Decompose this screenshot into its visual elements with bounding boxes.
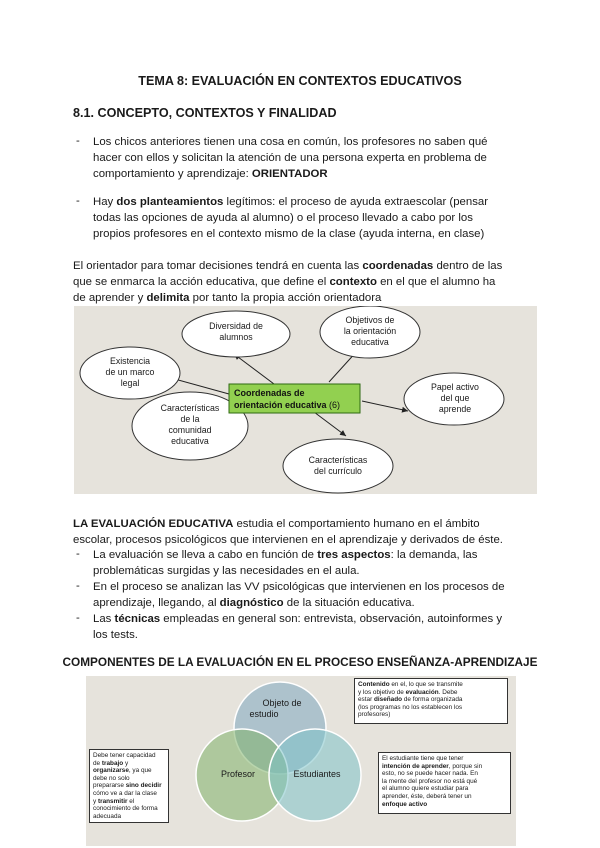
bullet-orientador: Los chicos anteriores tienen una cosa en común, los profesores no saben qué hacer con ellos y solicitan la atención de una persona experta en problema de comportamiento y aprendizaje: ORIENTADOR	[93, 136, 488, 180]
bullet-dash: -	[76, 612, 80, 624]
node-text: la orientación	[343, 326, 397, 336]
bullet-diagnostico: En el proceso se analizan las VV psicológicas que intervienen en los procesos de aprendizaje, llegando, al diagnóstico de la situación educativa.	[93, 581, 505, 609]
node-text: Objetivos de	[345, 315, 395, 325]
coordinates-diagram	[74, 306, 537, 494]
node-text: Papel activo	[431, 382, 479, 392]
node-text: educativa	[351, 337, 389, 347]
center-text: orientación educativa (6)	[234, 400, 341, 410]
box-profesor: Debe tener capacidad de trabajo y organizarse, ya que debe no solo prepararse sino decidir cómo ve a dar la clase y transmitir el conocimiento de forma adecuada	[89, 749, 169, 823]
bullet-planteamientos: Hay dos planteamientos legítimos: el proceso de ayuda extraescolar (pensar todas las opciones de ayuda al alumno) o el proceso llevado a cabo por los propios profesores en el contexto mismo de la clase (ayuda interna, en clase)	[93, 196, 489, 240]
node-text: Existencia	[109, 356, 151, 366]
bullet-dash: -	[76, 135, 80, 147]
node-text: de un marco	[105, 367, 155, 377]
objeto-label: Objeto de	[262, 698, 302, 708]
node-text: legal	[120, 378, 140, 388]
node-text: de la	[180, 414, 200, 424]
bullet-dash: -	[76, 195, 80, 207]
node-text: del currículo	[314, 466, 362, 476]
node-text: Características	[308, 455, 368, 465]
orientador-paragraph: El orientador para tomar decisiones tendrá en cuenta las coordenadas dentro de las que se enmarca la acción educativa, que define el contexto en el que el alumno ha de aprender y delimita por tanto la propia acción orientadora	[73, 260, 503, 304]
node-text: alumnos	[219, 332, 253, 342]
componentes-diagram	[86, 676, 516, 846]
node-text: Diversidad de	[209, 321, 263, 331]
bullet-tres-aspectos: La evaluación se lleva a cabo en función de tres aspectos: la demanda, las problemáticas surgidas y las necesidades en el aula.	[93, 549, 478, 577]
section-heading: 8.1. CONCEPTO, CONTEXTOS Y FINALIDAD	[73, 106, 337, 120]
objeto-label: estudio	[249, 709, 279, 719]
bullet-tecnicas: Las técnicas empleadas en general son: entrevista, observación, autoinformes y los tests.	[93, 613, 503, 641]
box-estudiantes: El estudiante tiene que tener intención de aprender, porque sin esto, no se puede hacer nada. En la mente del profesor no está qué el alumno quiere estudiar para aprender, éste, deberá tener un enfoque activo	[378, 752, 511, 814]
estudiantes-label: Estudiantes	[293, 769, 341, 779]
componentes-title: COMPONENTES DE LA EVALUACIÓN EN EL PROCESO ENSEÑANZA-APRENDIZAJE	[62, 655, 538, 669]
evaluacion-paragraph: LA EVALUACIÓN EDUCATIVA estudia el comportamiento humano en el ámbito escolar, procesos psicológicos que intervienen en el aprendizaje y derivados de éste.	[73, 518, 503, 546]
profesor-label: Profesor	[220, 769, 256, 779]
bullet-dash: -	[76, 580, 80, 592]
center-text: Coordenadas de	[234, 388, 305, 398]
node-text: educativa	[171, 436, 209, 446]
node-text: Características	[160, 403, 220, 413]
page-title: TEMA 8: EVALUACIÓN EN CONTEXTOS EDUCATIVOS	[138, 74, 462, 88]
node-text: del que	[440, 393, 470, 403]
bullet-dash: -	[76, 548, 80, 560]
box-objeto: Contenido en el, lo que se transmite y los objetivo de evaluación. Debe estar diseñado de forma organizada (los programas no los establecen los profesores)	[354, 678, 508, 724]
node-text: comunidad	[168, 425, 212, 435]
node-text: aprende	[438, 404, 472, 414]
